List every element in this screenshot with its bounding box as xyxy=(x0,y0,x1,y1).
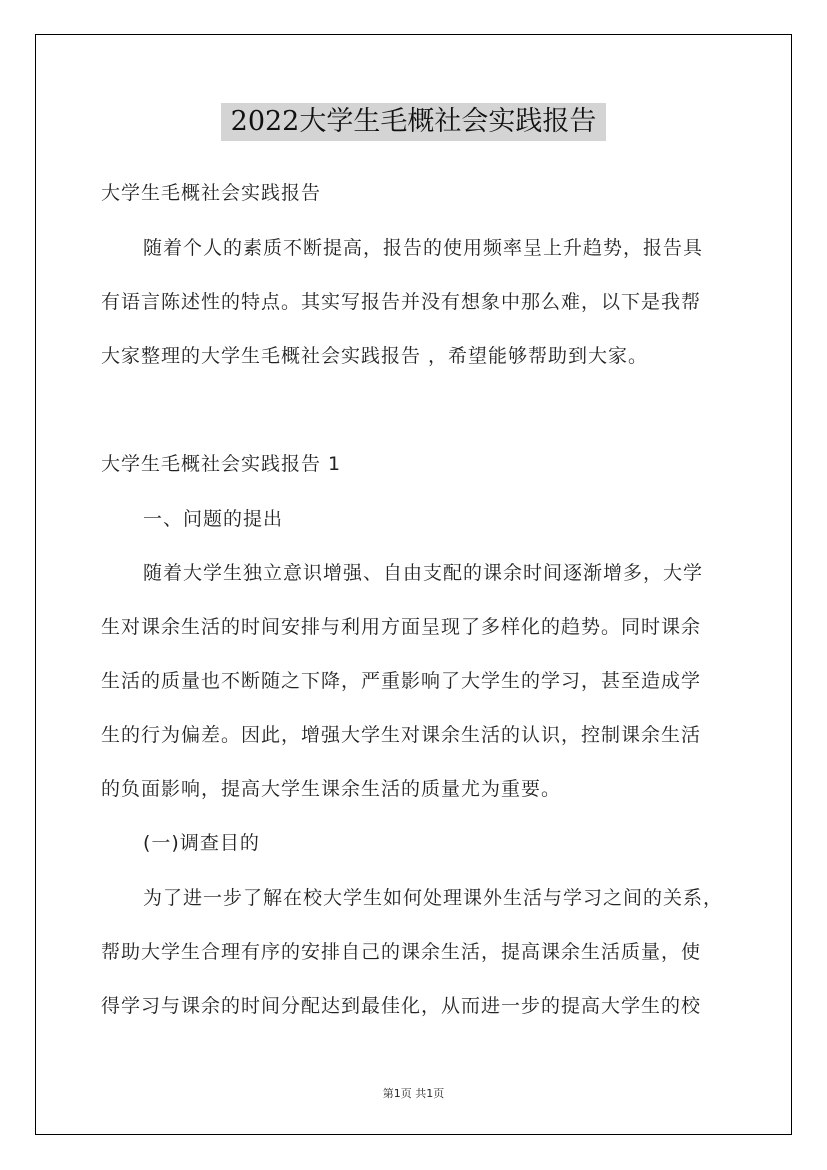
subtitle-line: 大学生毛概社会实践报告 xyxy=(101,182,322,204)
paragraph-line: 随着大学生独立意识增强、自由支配的课余时间逐渐增多，大学 xyxy=(143,562,704,584)
subsection-heading: (一)调查目的 xyxy=(143,832,260,854)
paragraph-line: 得学习与课余的时间分配达到最佳化，从而进一步的提高大学生的校 xyxy=(101,995,702,1017)
paragraph-line: 大家整理的大学生毛概社会实践报告 ，希望能够帮助到大家。 xyxy=(101,345,649,367)
paragraph-line: 有语言陈述性的特点。其实写报告并没有想象中那么难，以下是我帮 xyxy=(101,291,702,313)
section-heading: 大学生毛概社会实践报告 1 xyxy=(101,453,342,475)
paragraph-line: 随着个人的素质不断提高，报告的使用频率呈上升趋势，报告具 xyxy=(143,237,704,259)
paragraph-line: 生对课余生活的时间安排与利用方面呈现了多样化的趋势。同时课余 xyxy=(101,616,702,638)
paragraph-line: 的负面影响，提高大学生课余生活的质量尤为重要。 xyxy=(101,778,562,800)
paragraph-line: 帮助大学生合理有序的安排自己的课余生活，提高课余生活质量，使 xyxy=(101,941,702,963)
paragraph-line: 为了进一步了解在校大学生如何处理课外生活与学习之间的关系， xyxy=(143,887,724,909)
paragraph-line: 生活的质量也不断随之下降，严重影响了大学生的学习，甚至造成学 xyxy=(101,670,702,692)
title-container xyxy=(0,103,827,141)
paragraph-line: 生的行为偏差。因此，增强大学生对课余生活的认识，控制课余生活 xyxy=(101,724,702,746)
subsection-heading: 一、问题的提出 xyxy=(143,508,284,530)
page-footer: 第1页 共1页 xyxy=(382,1087,445,1100)
document-title: 2022大学生毛概社会实践报告 xyxy=(221,103,607,141)
